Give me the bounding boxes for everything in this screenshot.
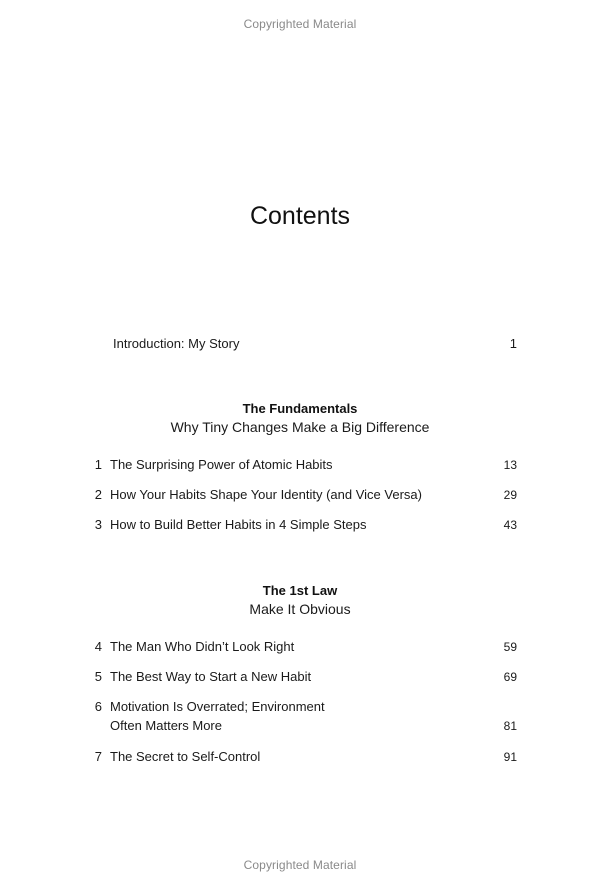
section-subtitle-fundamentals: Why Tiny Changes Make a Big Difference	[170, 419, 430, 435]
chapter-page: 81	[503, 719, 517, 733]
chapter-title: Motivation Is Overrated; Environment	[110, 699, 325, 714]
chapter-number: 4	[94, 639, 102, 654]
chapter-number: 1	[94, 457, 102, 472]
chapter-number: 5	[94, 669, 102, 684]
chapter-page: 43	[503, 518, 517, 532]
chapter-title-continued: Often Matters More	[110, 718, 222, 733]
chapter-page: 69	[503, 670, 517, 684]
chapter-page: 91	[503, 750, 517, 764]
chapter-title: How to Build Better Habits in 4 Simple Steps	[110, 517, 367, 532]
watermark-bottom: Copyrighted Material	[243, 858, 357, 872]
section-heading-fundamentals: The Fundamentals	[242, 401, 358, 416]
chapter-title: The Secret to Self-Control	[110, 749, 261, 764]
chapter-number: 7	[94, 749, 102, 764]
page-title: Contents	[249, 202, 351, 230]
intro-entry-label[interactable]: Introduction: My Story	[113, 336, 240, 351]
chapter-title: The Surprising Power of Atomic Habits	[110, 457, 333, 472]
chapter-title: The Best Way to Start a New Habit	[110, 669, 312, 684]
chapter-page: 29	[503, 488, 517, 502]
chapter-title: How Your Habits Shape Your Identity (and Vice Versa)	[110, 487, 422, 502]
chapter-number: 6	[94, 699, 102, 714]
section-heading-1st-law: The 1st Law	[262, 583, 338, 598]
intro-entry-page: 1	[509, 336, 517, 351]
chapter-page: 13	[503, 458, 517, 472]
chapter-title: The Man Who Didn’t Look Right	[110, 639, 295, 654]
watermark-top: Copyrighted Material	[243, 17, 357, 31]
section-subtitle-1st-law: Make It Obvious	[249, 601, 351, 617]
chapter-page: 59	[503, 640, 517, 654]
chapter-number: 3	[94, 517, 102, 532]
chapter-number: 2	[94, 487, 102, 502]
